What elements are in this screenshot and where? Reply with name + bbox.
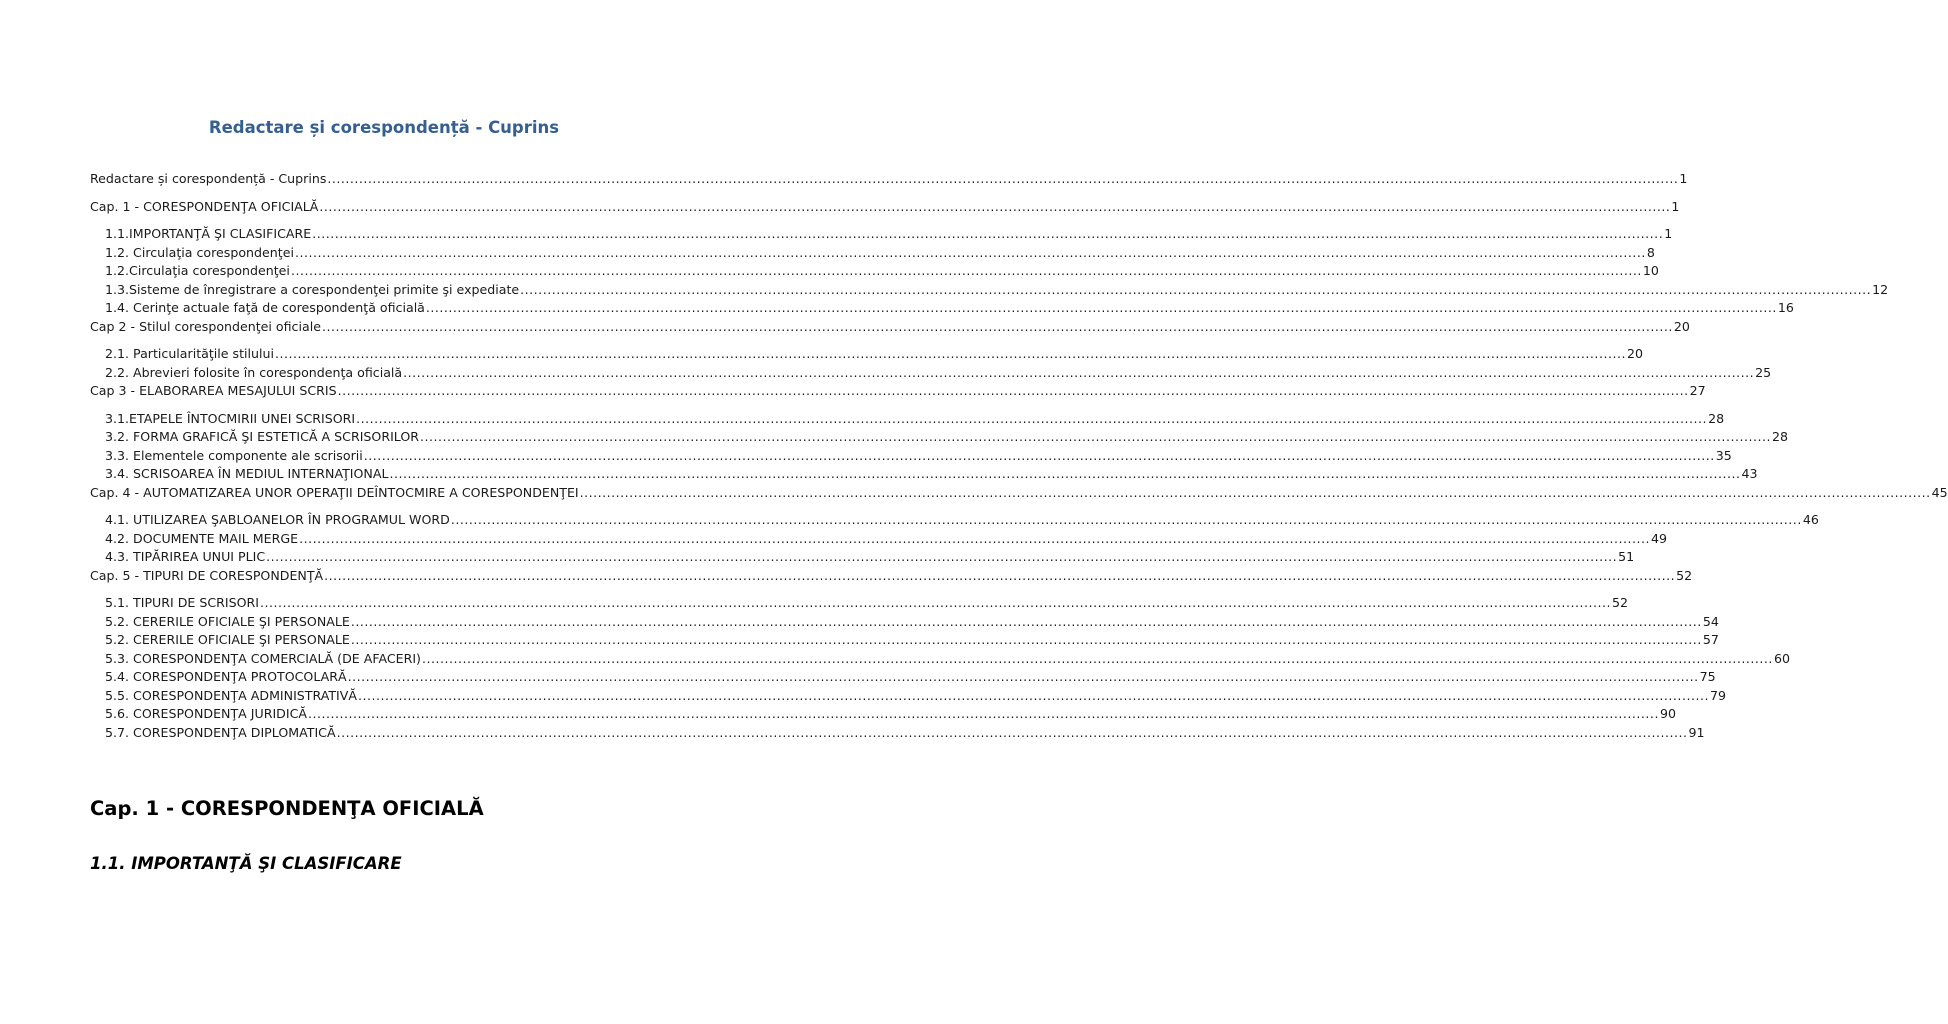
toc-entry-section[interactable] (90, 244, 1655, 264)
toc-page-number: 1 (1679, 171, 1688, 186)
toc-page-number: 60 (1773, 650, 1790, 666)
toc-leader-dots: ............................................................................................................................................................................................................................................................................................................ (319, 198, 1671, 214)
toc-page-number: 10 (1642, 263, 1659, 278)
toc-entry-text: Cap. 1 - CORESPONDENŢA OFICIALĂ (90, 198, 319, 214)
toc-entry-text: 5.2. CERERILE OFICIALE ŞI PERSONALE (105, 632, 350, 647)
toc-page-number: 90 (1659, 706, 1676, 721)
toc-leader-dots: ............................................................................................................................................................................................................................................................................................................ (350, 632, 1702, 647)
toc-entry-text: 1.2.Circulaţia corespondenţei (105, 263, 290, 278)
toc-entry-text: 2.1. Particularităţile stilului (105, 346, 274, 361)
toc-page-number: 79 (1709, 687, 1726, 703)
toc-page-number: 75 (1699, 669, 1716, 684)
toc-page-number: 20 (1673, 318, 1690, 334)
toc-leader-dots: ............................................................................................................................................................................................................................................................................................................ (358, 687, 1709, 703)
toc-entry-section[interactable] (90, 466, 1758, 485)
document-title: Redactare și corespondență - Cuprins (208, 118, 560, 137)
toc-entry-section[interactable] (90, 364, 1772, 384)
toc-entry-section[interactable] (90, 447, 1732, 467)
toc-entry-text: 3.4. SCRISOAREA ÎN MEDIUL INTERNAŢIONAL (105, 466, 389, 481)
toc-entry-section[interactable] (90, 706, 1676, 725)
toc-page-number: 52 (1676, 567, 1693, 583)
toc-entry-section[interactable] (90, 512, 1819, 531)
table-of-contents (90, 171, 1948, 743)
toc-leader-dots: ............................................................................................................................................................................................................................................................................................................ (312, 226, 1664, 241)
toc-entry-text: 1.4. Cerinţe actuale faţă de corespondenţă oficială (105, 300, 425, 315)
toc-page-number: 91 (1688, 724, 1705, 740)
toc-leader-dots: ............................................................................................................................................................................................................................................................................................................ (579, 484, 1931, 500)
toc-leader-dots: ............................................................................................................................................................................................................................................................................................................ (337, 383, 1689, 398)
toc-leader-dots: ............................................................................................................................................................................................................................................................................................................ (260, 595, 1611, 610)
toc-page-number: 1 (1671, 198, 1680, 214)
toc-leader-dots: ............................................................................................................................................................................................................................................................................................................ (363, 447, 1715, 463)
toc-entry-section[interactable] (90, 226, 1673, 245)
toc-page-number: 45 (1931, 484, 1948, 500)
toc-page-number: 20 (1626, 346, 1643, 361)
toc-leader-dots: ............................................................................................................................................................................................................................................................................................................ (450, 512, 1802, 527)
toc-leader-dots: ............................................................................................................................................................................................................................................................................................................ (324, 567, 1676, 583)
toc-entry-section[interactable] (90, 669, 1716, 688)
toc-entry-text: Cap. 5 - TIPURI DE CORESPONDENŢĂ (90, 567, 324, 583)
toc-page-number: 51 (1618, 549, 1635, 564)
toc-entry-chapter[interactable] (90, 484, 1948, 504)
toc-entry-chapter[interactable] (90, 567, 1693, 587)
toc-entry-text: 3.2. FORMA GRAFICĂ ŞI ESTETICĂ A SCRISORILOR (105, 429, 420, 444)
toc-leader-dots: ............................................................................................................................................................................................................................................................................................................ (327, 171, 1679, 186)
toc-leader-dots: ............................................................................................................................................................................................................................................................................................................ (403, 364, 1755, 380)
toc-page-number: 54 (1702, 613, 1719, 629)
toc-entry-text: Cap 2 - Stilul corespondenţei oficiale (90, 318, 321, 334)
toc-entry-section[interactable] (90, 613, 1719, 633)
toc-page-number: 8 (1646, 244, 1655, 260)
toc-page-number: 43 (1741, 466, 1758, 481)
toc-page-number: 46 (1802, 512, 1819, 527)
toc-leader-dots: ............................................................................................................................................................................................................................................................................................................ (290, 263, 1642, 278)
toc-entry-text: 3.1.ETAPELE ÎNTOCMIRII UNEI SCRISORI (105, 410, 356, 426)
toc-entry-text: 5.7. CORESPONDENŢA DIPLOMATICĂ (105, 724, 336, 740)
toc-page-number: 27 (1689, 383, 1706, 398)
toc-entry-text: 1.2. Circulaţia corespondenţei (105, 244, 294, 260)
chapter-heading: Cap. 1 - CORESPONDENŢA OFICIALĂ (90, 797, 484, 820)
toc-entry-chapter[interactable] (90, 171, 1688, 190)
toc-entry-section[interactable] (90, 410, 1725, 430)
toc-entry-text: 4.3. TIPĂRIREA UNUI PLIC (105, 549, 266, 564)
toc-leader-dots: ............................................................................................................................................................................................................................................................................................................ (275, 346, 1626, 361)
section-heading: 1.1. IMPORTANŢĂ ŞI CLASIFICARE (90, 854, 402, 873)
toc-page-number: 28 (1771, 429, 1789, 444)
toc-page-number: 57 (1702, 632, 1719, 647)
toc-leader-dots: ............................................................................................................................................................................................................................................................................................................ (266, 549, 1618, 564)
toc-entry-text: 4.1. UTILIZAREA ŞABLOANELOR ÎN PROGRAMUL WORD (105, 512, 450, 527)
toc-page-number: 52 (1611, 595, 1629, 610)
toc-entry-text: Cap. 4 - AUTOMATIZAREA UNOR OPERAŢII DEÎNTOCMIRE A CORESPONDENŢEI (90, 484, 579, 500)
toc-leader-dots: ............................................................................................................................................................................................................................................................................................................ (425, 300, 1777, 315)
toc-entry-chapter[interactable] (90, 198, 1680, 218)
toc-entry-text: Cap 3 - ELABORAREA MESAJULUI SCRIS (90, 383, 337, 398)
toc-entry-text: 1.1.IMPORTANŢĂ ŞI CLASIFICARE (105, 226, 312, 241)
toc-entry-section[interactable] (90, 650, 1790, 670)
toc-leader-dots: ............................................................................................................................................................................................................................................................................................................ (294, 244, 1646, 260)
toc-page-number: 49 (1651, 530, 1668, 546)
toc-entry-text: 4.2. DOCUMENTE MAIL MERGE (105, 530, 299, 546)
toc-leader-dots: ............................................................................................................................................................................................................................................................................................................ (421, 650, 1773, 666)
toc-leader-dots: ............................................................................................................................................................................................................................................................................................................ (321, 318, 1673, 334)
toc-entry-section[interactable] (90, 687, 1726, 707)
toc-entry-section[interactable] (90, 281, 1889, 301)
toc-leader-dots: ............................................................................................................................................................................................................................................................................................................ (420, 429, 1771, 444)
toc-entry-section[interactable] (90, 263, 1659, 282)
toc-page-number: 28 (1708, 410, 1725, 426)
toc-entry-text: 1.3.Sisteme de înregistrare a corespondenţei primite şi expediate (105, 281, 520, 297)
toc-leader-dots: ............................................................................................................................................................................................................................................................................................................ (336, 724, 1688, 740)
toc-entry-text: Redactare și corespondență - Cuprins (90, 171, 327, 186)
toc-entry-section[interactable] (90, 300, 1794, 319)
toc-entry-chapter[interactable] (90, 318, 1690, 338)
toc-leader-dots: ............................................................................................................................................................................................................................................................................................................ (350, 613, 1702, 629)
toc-page-number: 16 (1777, 300, 1794, 315)
toc-entry-section[interactable] (90, 549, 1635, 568)
toc-page-number: 35 (1715, 447, 1732, 463)
toc-entry-text: 5.3. CORESPONDENŢA COMERCIALĂ (DE AFACERI) (105, 650, 421, 666)
toc-leader-dots: ............................................................................................................................................................................................................................................................................................................ (347, 669, 1699, 684)
toc-page-number: 1 (1664, 226, 1673, 241)
toc-entry-text: 5.6. CORESPONDENŢA JURIDICĂ (105, 706, 307, 721)
toc-entry-text: 5.2. CERERILE OFICIALE ŞI PERSONALE (105, 613, 350, 629)
toc-entry-section[interactable] (90, 346, 1643, 365)
toc-page-number: 25 (1755, 364, 1772, 380)
toc-entry-section[interactable] (90, 429, 1789, 448)
toc-entry-section[interactable] (90, 724, 1705, 744)
toc-entry-text: 5.5. CORESPONDENŢA ADMINISTRATIVĂ (105, 687, 357, 703)
toc-entry-section[interactable] (90, 632, 1719, 651)
toc-entry-text: 5.1. TIPURI DE SCRISORI (105, 595, 260, 610)
toc-entry-chapter[interactable] (90, 383, 1706, 402)
toc-entry-text: 3.3. Elementele componente ale scrisorii (105, 447, 363, 463)
toc-leader-dots: ............................................................................................................................................................................................................................................................................................................ (299, 530, 1651, 546)
toc-entry-text: 2.2. Abrevieri folosite în corespondenţa oficială (105, 364, 403, 380)
toc-entry-text: 5.4. CORESPONDENŢA PROTOCOLARĂ (105, 669, 347, 684)
toc-entry-section[interactable] (90, 595, 1629, 614)
toc-page-number: 12 (1872, 281, 1889, 297)
toc-leader-dots: ............................................................................................................................................................................................................................................................................................................ (356, 410, 1708, 426)
toc-entry-section[interactable] (90, 530, 1668, 550)
toc-leader-dots: ............................................................................................................................................................................................................................................................................................................ (389, 466, 1741, 481)
toc-leader-dots: ............................................................................................................................................................................................................................................................................................................ (520, 281, 1872, 297)
toc-leader-dots: ............................................................................................................................................................................................................................................................................................................ (307, 706, 1659, 721)
